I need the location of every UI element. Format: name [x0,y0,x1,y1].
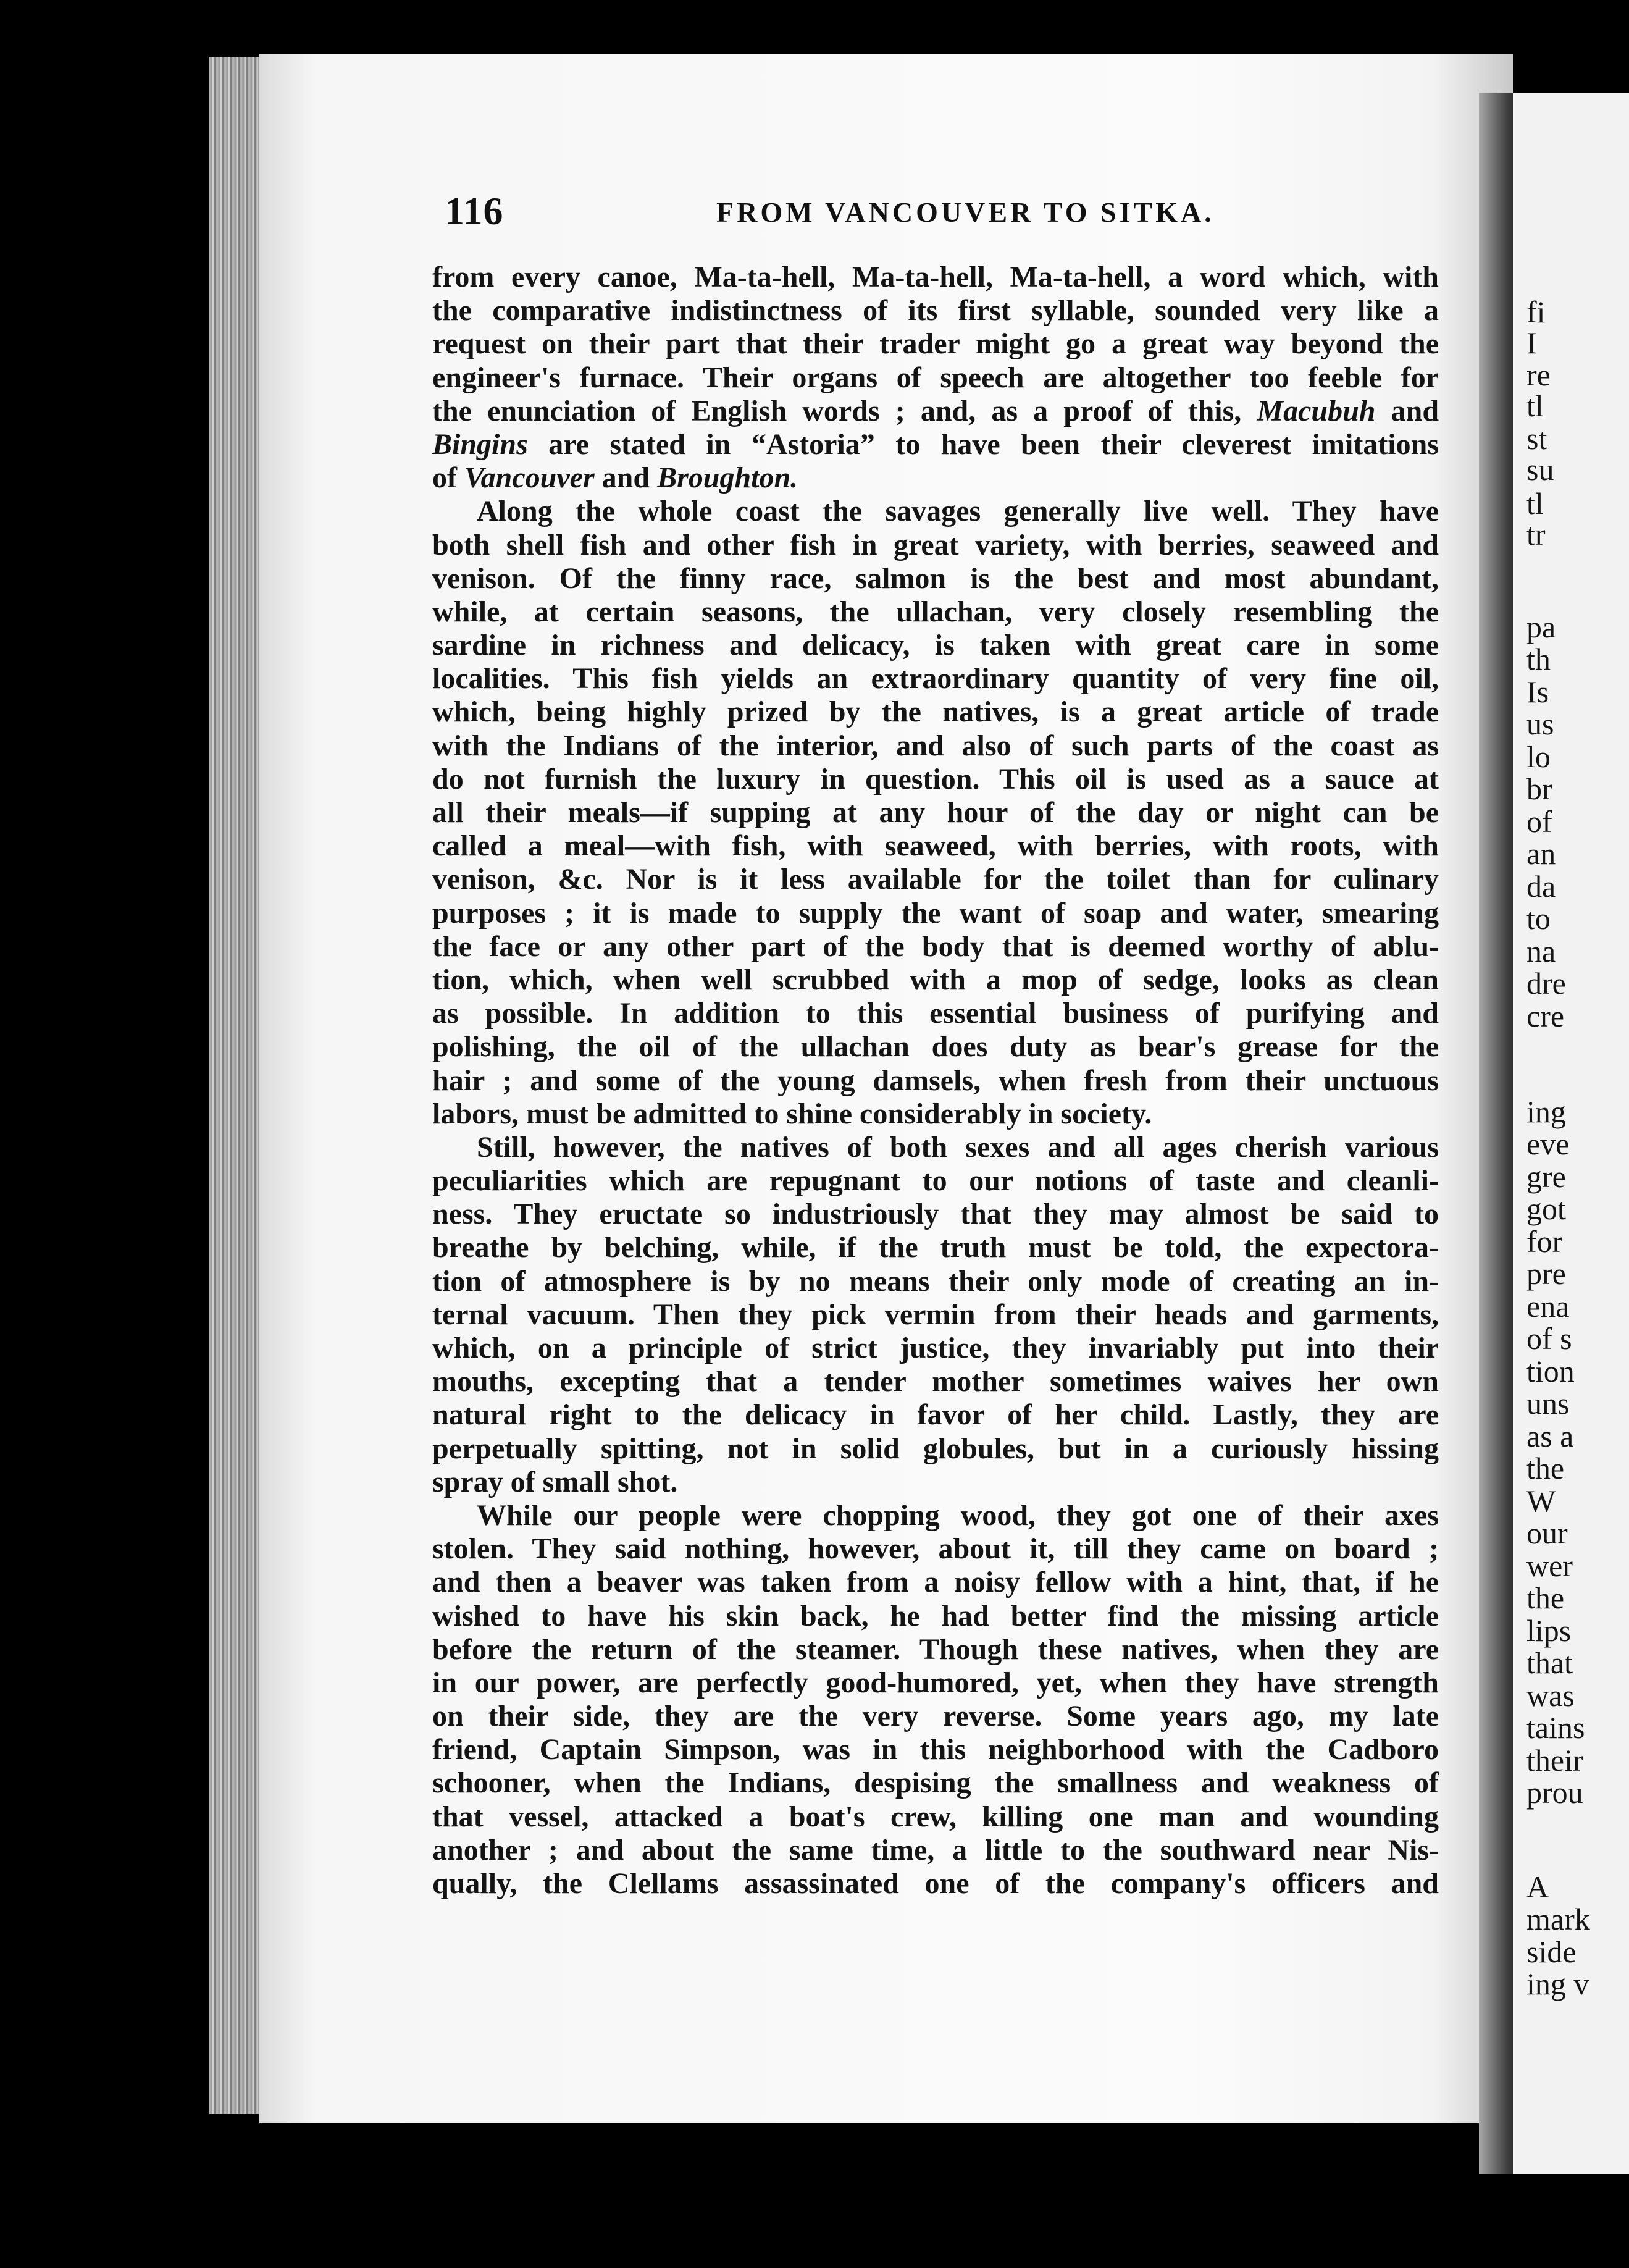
text-line: which, being highly prized by the natives, is a great article of trade [432,695,1439,729]
facing-page-fragment: pre [1526,1256,1566,1291]
text-line: tion, which, when well scrubbed with a mop of sedge, looks as clean [432,963,1439,996]
facing-page-fragment: br [1526,771,1552,806]
facing-page-fragment: ena [1526,1289,1570,1324]
text-line: natural right to the delicacy in favor of her child. Lastly, they are [432,1398,1439,1432]
text-line: in our power, are perfectly good-humored, yet, when they have strength [432,1666,1439,1699]
text-line: while, at certain seasons, the ullachan, very closely resembling the [432,595,1439,628]
text-line: request on their part that their trader might go a great way beyond the [432,327,1439,361]
text-line: the face or any other part of the body that is deemed worthy of ablu- [432,930,1439,963]
page-header [445,188,1426,238]
facing-page-sliver [1513,93,1629,2174]
text-line: and then a beaver was taken from a noisy fellow with a hint, that, if he [432,1566,1439,1599]
text-line: purposes ; it is made to supply the want of soap and water, smearing [432,896,1439,930]
text-line: qually, the Clellams assassinated one of the company's officers and [432,1867,1439,1900]
text-line: stolen. They said nothing, however, about it, till they came on board ; [432,1532,1439,1566]
facing-page-fragment: fi [1526,295,1546,329]
text-line: peculiarities which are repugnant to our notions of taste and cleanli- [432,1164,1439,1198]
facing-page-fragment: A [1526,1870,1549,1904]
facing-page-fragment: I [1526,326,1537,360]
facing-page-fragment: the [1526,1581,1565,1615]
facing-page-fragment: tr [1526,517,1546,552]
running-head: FROM VANCOUVER TO SITKA. [716,196,1215,228]
text-line: breathe by belching, while, if the truth must be told, the expectora- [432,1231,1439,1264]
text-run: are stated in “Astoria” to have been their cleverest imitations [548,427,1439,461]
text-line: polishing, the oil of the ullachan does duty as bear's grease for the [432,1030,1439,1064]
facing-page-fragment: of s [1526,1321,1572,1356]
text-line: on their side, they are the very reverse. Some years ago, my late [432,1700,1439,1733]
text-run: the enunciation of English words ; and, as a proof of this, [432,394,1242,427]
paragraph-first-line: Still, however, the natives of both sexes and all ages cherish various [477,1130,1439,1164]
text-line: the comparative indistinctness of its first syllable, sounded very like a [432,294,1439,327]
text-line: spray of small shot. [432,1465,678,1498]
facing-page-fragment: for [1526,1224,1563,1259]
text-line: ternal vacuum. Then they pick vermin from their heads and garments, [432,1298,1439,1331]
text-line: with the Indians of the interior, and also of such parts of the coast as [432,729,1439,762]
text-line: called a meal—with fish, with seaweed, with berries, with roots, with [432,830,1439,863]
text-line: friend, Captain Simpson, was in this neighborhood with the Cadboro [432,1733,1439,1766]
facing-page-fragment: us [1526,707,1554,741]
text-run: and [1391,394,1439,427]
italic-name: Vancouver [464,461,595,495]
facing-page-fragment: as a [1526,1419,1574,1453]
text-run: and [601,461,650,495]
facing-page-fragment: ing v [1526,1967,1589,2001]
text-line: localities. This fish yields an extraordinary quantity of very fine oil, [432,662,1439,695]
facing-page-fragment: st [1526,421,1547,456]
text-line [432,461,1439,495]
facing-page-fragment: that [1526,1645,1573,1680]
text-line: venison, &c. Nor is it less available for the toilet than for culinary [432,863,1439,896]
text-line: ness. They eructate so industriously that they may almost be said to [432,1198,1439,1231]
facing-page-fragment: tl [1526,486,1544,521]
text-line: from every canoe, Ma-ta-hell, Ma-ta-hell, Ma-ta-hell, a word which, with [432,261,1439,293]
text-line: tion of atmosphere is by no means their only mode of creating an in- [432,1264,1439,1298]
facing-page-fragment: to [1526,901,1551,936]
facing-page-fragment: got [1526,1191,1566,1226]
text-line: engineer's furnace. Their organs of speech are altogether too feeble for [432,361,1439,394]
text-line: schooner, when the Indians, despising the smallness and weakness of [432,1766,1439,1800]
italic-name: Macubuh [1257,394,1376,427]
facing-page-fragment: su [1526,452,1554,487]
text-line: wished to have his skin back, he had better find the missing article [432,1599,1439,1632]
paragraph-first-line: Along the whole coast the savages generally live well. They have [477,495,1439,528]
facing-page-fragment: our [1526,1516,1568,1550]
text-line: venison. Of the finny race, salmon is the best and most abundant, [432,561,1439,595]
text-line: before the return of the steamer. Though these natives, when they are [432,1632,1439,1666]
text-line: perpetually spitting, not in solid globules, but in a curiously hissing [432,1432,1439,1465]
facing-page-fragment: gre [1526,1159,1566,1194]
facing-page-fragment: eve [1526,1127,1570,1161]
text-line: as possible. In addition to this essential business of purifying and [432,997,1439,1030]
page-number: 116 [445,189,504,233]
facing-page-fragment: dre [1526,966,1566,1001]
text-line: another ; and about the same time, a little to the southward near Nis- [432,1833,1439,1867]
facing-page-fragment: the [1526,1451,1565,1485]
body-text [432,261,1439,1900]
italic-name: Broughton. [657,461,798,495]
text-line: both shell fish and other fish in great variety, with berries, seaweed and [432,528,1439,561]
facing-page-fragment: cre [1526,999,1565,1033]
text-line: sardine in richness and delicacy, is taken with great care in some [432,629,1439,662]
text-line: which, on a principle of strict justice, they invariably put into their [432,1332,1439,1364]
facing-page-fragment: of [1526,804,1552,839]
text-run: of [432,461,457,495]
facing-page-fragment: was [1526,1678,1575,1713]
facing-page-fragment: th [1526,642,1551,676]
text-line: hair ; and some of the young damsels, when fresh from their unctuous [432,1064,1439,1097]
paragraph-first-line: While our people were chopping wood, they got one of their axes [477,1498,1439,1532]
text-line [432,395,1439,428]
text-line: mouths, excepting that a tender mother sometimes waives her own [432,1365,1439,1398]
facing-page-fragment: their [1526,1743,1583,1778]
facing-page-fragment: wer [1526,1548,1573,1583]
facing-page-fragment: tion [1526,1354,1575,1388]
text-line: do not furnish the luxury in question. This oil is used as a sauce at [432,762,1439,796]
facing-page-fragment: da [1526,869,1556,904]
facing-page-fragment: lo [1526,739,1551,774]
facing-page-fragment: lips [1526,1613,1572,1648]
facing-page-fragment: ing [1526,1094,1566,1129]
facing-page-fragment: uns [1526,1386,1570,1421]
text-line: all their meals—if supping at any hour of the day or night can be [432,796,1439,829]
text-line [432,428,1439,461]
facing-page-fragment: re [1526,358,1551,392]
facing-page-fragment: side [1526,1934,1577,1969]
facing-page-fragment: prou [1526,1775,1583,1810]
facing-page-fragment: na [1526,934,1556,968]
facing-page-fragment: Is [1526,674,1549,709]
facing-page-fragment: mark [1526,1902,1590,1936]
text-line: labors, must be admitted to shine considerably in society. [432,1097,1152,1130]
facing-page-fragment: tains [1526,1710,1585,1745]
italic-name: Bingins [432,427,528,461]
facing-page-fragment: pa [1526,610,1556,644]
facing-page-fragment: tl [1526,388,1544,423]
facing-page-fragment: an [1526,836,1556,871]
facing-page-fragment: W [1526,1484,1556,1518]
text-line: that vessel, attacked a boat's crew, killing one man and wounding [432,1800,1439,1833]
